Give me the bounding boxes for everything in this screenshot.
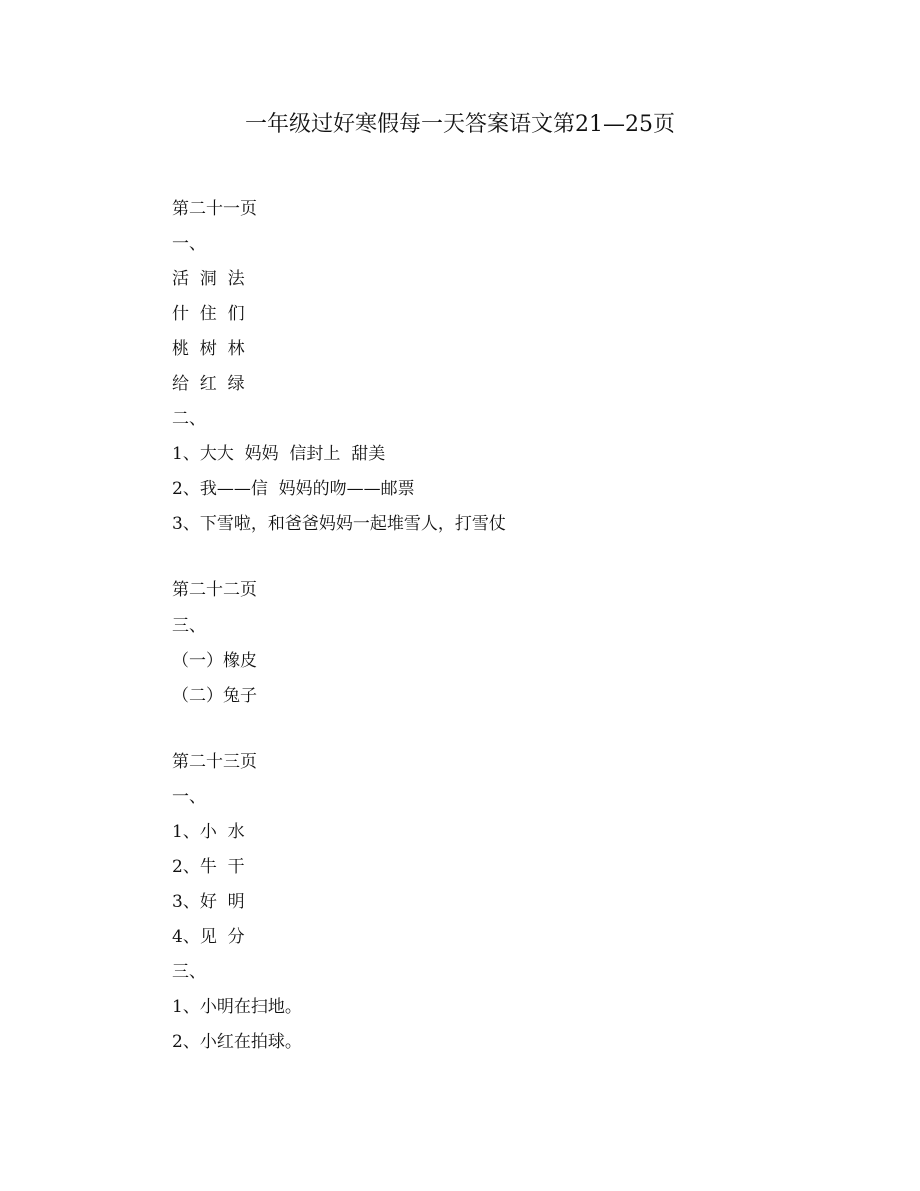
section-line: 活 洞 法: [172, 269, 245, 289]
section-line: 1、大大 妈妈 信封上 甜美: [172, 444, 386, 464]
section-line: 2、牛 干: [172, 857, 245, 877]
section-line: 一、: [172, 787, 206, 807]
section-line: 三、: [172, 616, 206, 636]
section-heading: 第二十二页: [172, 580, 257, 600]
section-line: 1、小 水: [172, 822, 245, 842]
section-line: 什 住 们: [172, 304, 245, 324]
section-line: 二、: [172, 409, 206, 429]
section-heading: 第二十三页: [172, 752, 257, 772]
section-line: 4、见 分: [172, 927, 245, 947]
section-line: 1、小明在扫地。: [172, 997, 302, 1017]
section-line: 3、下雪啦，和爸爸妈妈一起堆雪人，打雪仗: [172, 514, 506, 534]
section-line: 一、: [172, 234, 206, 254]
section-line: 2、小红在拍球。: [172, 1032, 302, 1052]
section-line: 三、: [172, 962, 206, 982]
section-line: 桃 树 林: [172, 339, 245, 359]
section-heading: 第二十一页: [172, 199, 257, 219]
section-line: 给 红 绿: [172, 374, 245, 394]
section-line: （二）兔子: [172, 686, 257, 706]
page-title: 一年级过好寒假每一天答案语文第21—25页: [245, 112, 675, 137]
section-line: （一）橡皮: [172, 651, 257, 671]
section-line: 2、我——信 妈妈的吻——邮票: [172, 479, 415, 499]
section-line: 3、好 明: [172, 892, 245, 912]
